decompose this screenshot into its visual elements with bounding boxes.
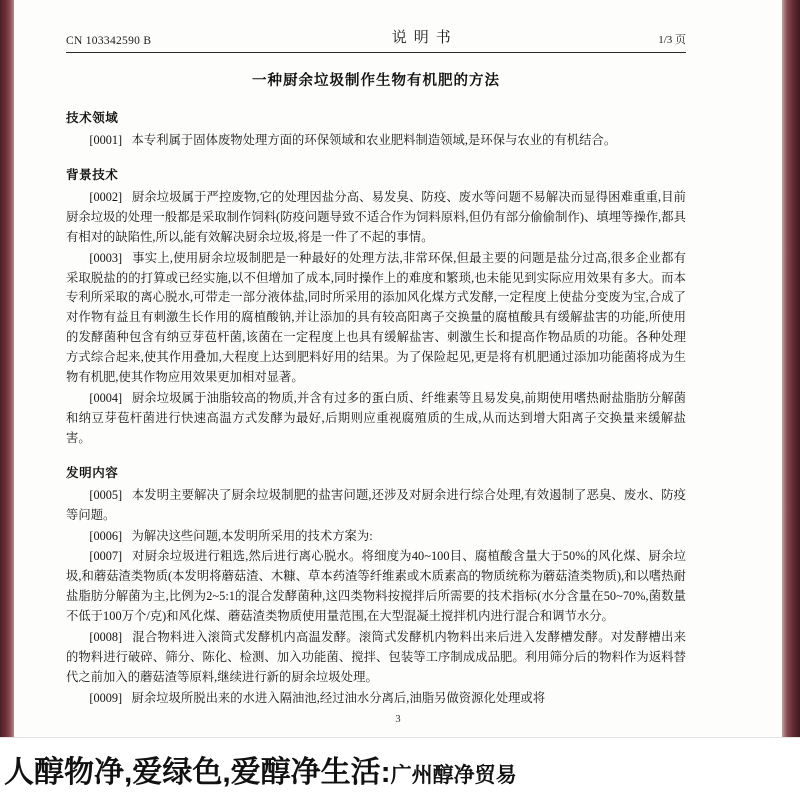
patent-number: CN 103342590 B [66,35,152,47]
section-heading-technical-field: 技术领域 [66,111,119,125]
paragraph [66,547,686,627]
paragraph-number: [0003] [89,250,123,265]
paragraph-text: 厨余垃圾属于严控废物,它的处理因盐分高、易发臭、防疫、废水等问题不易解决而显得困难重重,目前厨余垃圾的处理一般都是采取制作饲料(防疫问题导致不适合作为饲料原料,但仍有部分偷偷制作)、填埋等操作,都具有相对的缺陷性,所以,能有效解决厨余垃圾,将是一件了不起的事情。 [66,189,686,244]
paragraph-text: 对厨余垃圾进行粗选,然后进行离心脱水。将细度为40~100目、腐植酸含量大于50%的风化煤、厨余垃圾,和蘑菇渣类物质(本发明将蘑菇渣、木糠、草本药渣等纤维素或木质素高的物质统称为蘑菇渣类物质),和以嗜热耐盐脂肪分解菌为主,比例为2~5:1的混合发酵菌种,这四类物料按搅拌后所需要的技术指标(水分含量在50~70%,菌数量不低于100万个/克)和风化煤、蘑菇渣类物质使用量范围,在大型混凝土搅拌机内进行混合和调节水分。 [66,549,686,624]
paragraph-text: 厨余垃圾属于油脂较高的物质,并含有过多的蛋白质、纤维素等且易发臭,前期使用嗜热耐盐脂肪分解菌和纳豆芽苞杆菌进行快速高温方式发酵为最好,后期则应重视腐殖质的生成,从而达到增大阳离子交换量来缓解盐害。 [66,390,686,445]
paragraph [66,389,686,449]
paragraph [66,628,686,688]
paragraph-number: [0002] [89,189,123,204]
paragraph-number: [0005] [89,487,123,502]
page-folio: 3 [395,714,401,725]
paragraph-text: 本专利属于固体废物处理方面的环保领域和农业肥料制造领域,是环保与农业的有机结合。 [131,133,617,147]
page-edge-right [782,0,800,800]
paragraph-number: [0006] [89,528,123,543]
page-edge-left [0,0,14,800]
paragraph [66,486,686,526]
paragraph [66,689,686,709]
watermark-company: 广州醇净贸易 [390,764,517,787]
paragraph-number: [0004] [89,390,123,405]
paragraph-number: [0007] [89,549,123,564]
paragraph [66,188,686,248]
paragraph-number: [0009] [89,690,123,705]
document-kind-label: 说明书 [391,30,458,46]
paragraph-text: 事实上,使用厨余垃圾制肥是一种最好的处理方法,非常环保,但最主要的问题是盐分过高,很多企业都有采取脱盐的的打算或已经实施,以不但增加了成本,同时操作上的难度和繁琐,也未能见到实际应用效果有多大。而本专利所采取的离心脱水,可带走一部分液体盐,同时所采用的添加风化煤方式发酵,一定程度上使盐分变废为宝,合成了对作物有益且有刺激生长作用的腐植酸钠,并让添加的具有较高阳离子交换量的腐植酸具有缓解盐害的功能,所使用的发酵菌种包含有纳豆芽苞杆菌,该菌在一定程度上也具有缓解盐害、刺激生长和提高作物品质的功能。各种处理方式综合起来,使其作用叠加,大程度上达到肥料好用的结果。为了保险起见,更是将有机肥通过添加功能菌将成为生物有机肥,使其作物应用效果更加相对显著。 [66,250,687,385]
section-heading-background: 背景技术 [66,167,119,182]
document-page [14,0,782,800]
watermark-slogan: 人醇物净,爱绿色,爱醇净生活: [4,756,391,789]
header-divider [66,52,686,53]
paragraph-number: [0008] [89,630,123,645]
watermark-text [0,747,517,791]
section-heading-summary: 发明内容 [66,465,119,480]
paragraph [66,527,686,547]
paragraph [66,131,686,151]
page-number-label: 1/3 页 [658,34,686,46]
watermark-band [0,738,800,800]
paragraph [66,249,686,388]
paragraph-text: 厨余垃圾所脱出来的水进入隔油池,经过油水分离后,油脂另做资源化处理或将 [131,690,546,705]
document-body [66,26,686,710]
paragraph-text: 本发明主要解决了厨余垃圾制肥的盐害问题,还涉及对厨余进行综合处理,有效遏制了恶臭、废水、防疫等问题。 [66,487,686,522]
paragraph-text: 混合物料进入滚筒式发酵机内高温发酵。滚筒式发酵机内物料出来后进入发酵槽发酵。对发酵槽出来的物料进行破碎、筛分、陈化、检测、加入功能菌、搅拌、包装等工序制成成品肥。利用筛分后的物料作为返料替代之前加入的蘑菇渣等原料,继续进行新的厨余垃圾处理。 [66,630,687,684]
page-title: 一种厨余垃圾制作生物有机肥的方法 [252,73,500,89]
document-header [66,26,686,51]
paragraph-text: 为解决这些问题,本发明所采用的技术方案为: [131,528,373,543]
paragraph-number: [0001] [89,133,123,147]
